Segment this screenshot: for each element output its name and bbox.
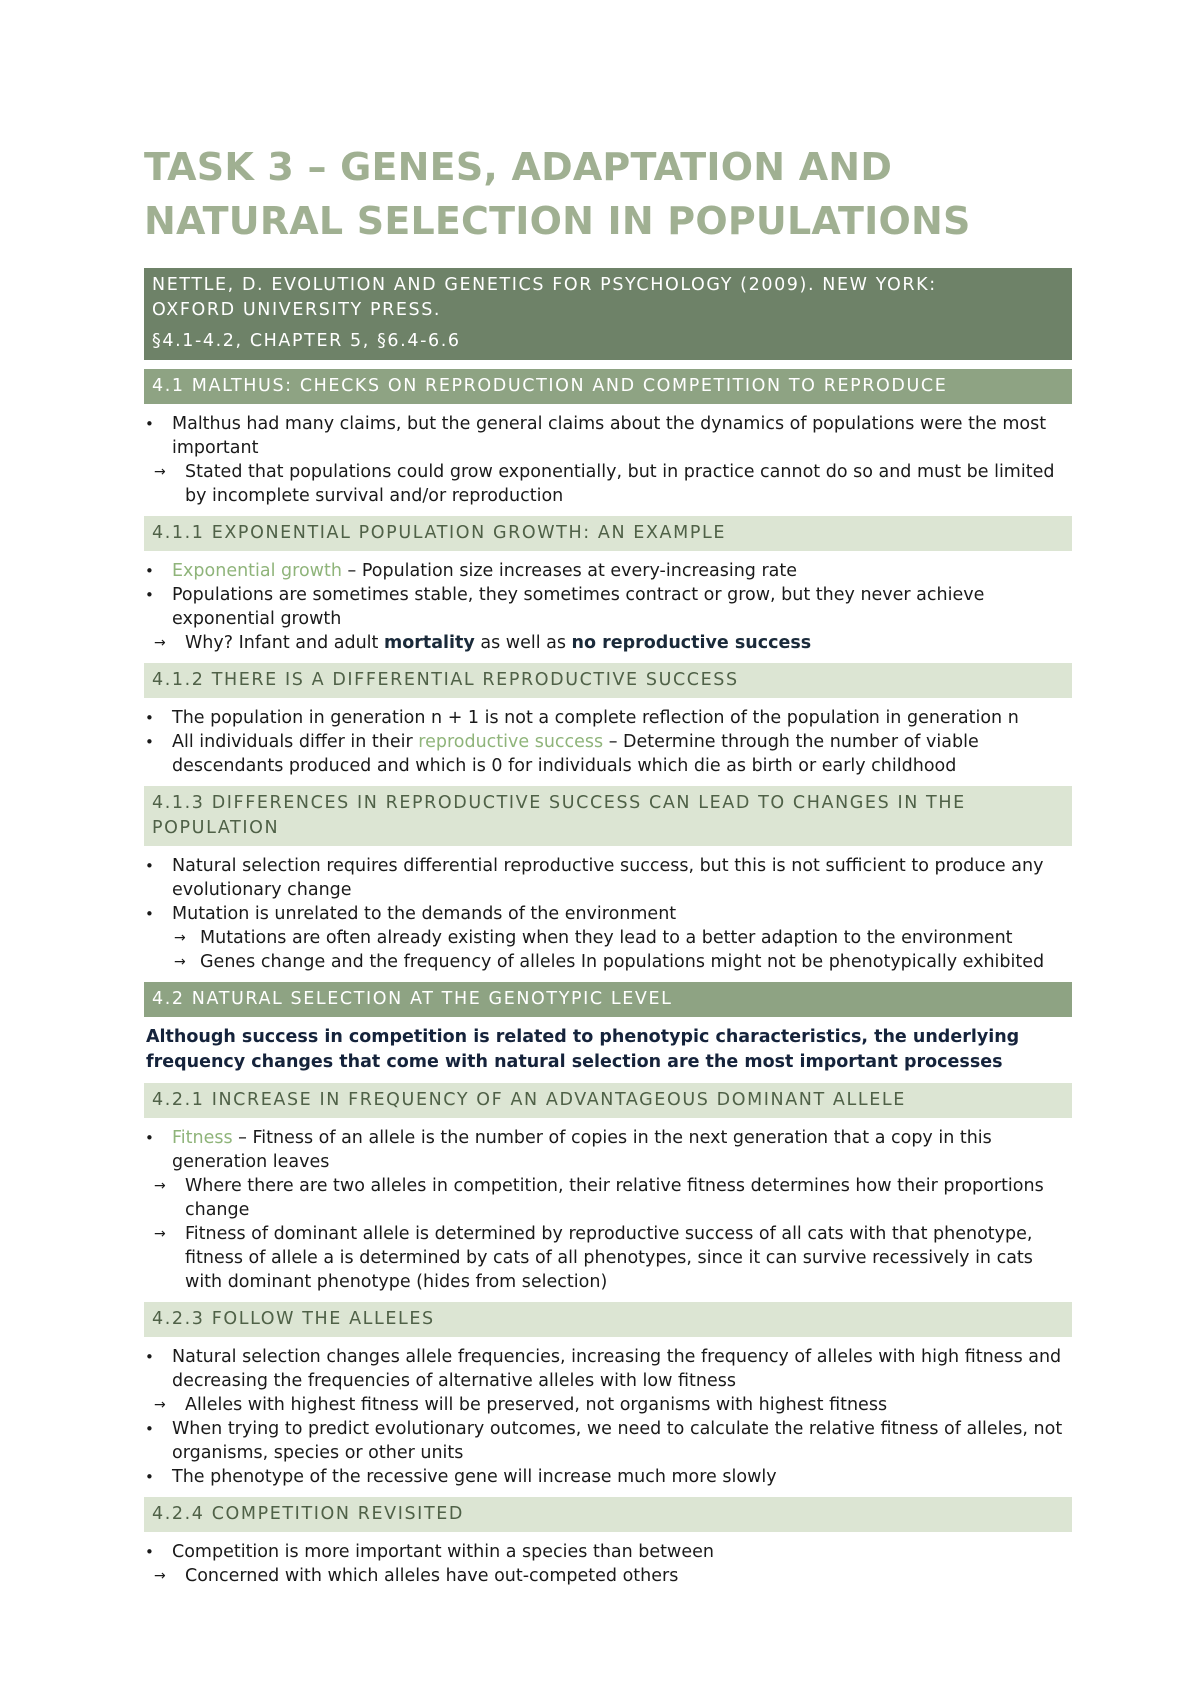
list-item: • Malthus had many claims, but the general claims about the dynamics of populations were the most important → Stated that populations could grow exponentially, but in practice cannot do so and must be limited by incomplete survival and/or reproduction <box>144 412 1072 508</box>
bullet-icon: • <box>145 733 154 751</box>
section-heading-4-1-3: 4.1.3 DIFFERENCES IN REPRODUCTIVE SUCCESS CAN LEAD TO CHANGES IN THE POPULATION <box>144 786 1072 846</box>
list-item: • All individuals differ in their reproductive success – Determine through the number of viable descendants produced and which is 0 for individuals which die as birth or early childhood <box>145 732 979 776</box>
arrow-icon: → <box>154 635 166 651</box>
arrow-icon: → <box>174 930 186 946</box>
bullet-icon: • <box>145 1543 154 1561</box>
list-item: • The phenotype of the recessive gene will increase much more slowly <box>145 1467 777 1487</box>
section-heading-4-2: 4.2 NATURAL SELECTION AT THE GENOTYPIC LEVEL <box>144 982 1072 1017</box>
sub-list-item: → Fitness of dominant allele is determined by reproductive success of all cats with that phenotype, fitness of allele a is determined by cats of all phenotypes, since it can survive recessively in cats with dominant phenotype (hides from selection) <box>154 1224 1033 1292</box>
list-item: • Competition is more important within a species than between → Concerned with which alleles have out-competed others <box>144 1540 1072 1588</box>
list-item: • Natural selection requires differential reproductive success, but this is not sufficient to produce any evolutionary change <box>145 856 1044 900</box>
arrow-icon: → <box>174 954 186 970</box>
title-line-1: TASK 3 – GENES, ADAPTATION AND <box>144 145 893 189</box>
bullet-icon: • <box>145 562 154 580</box>
reference-line-2: OXFORD UNIVERSITY PRESS. <box>152 300 442 320</box>
section-4-2-3-list <box>144 1345 1072 1489</box>
list-item: • Fitness – Fitness of an allele is the number of copies in the next generation that a copy in this generation leaves → Where there are two alleles in competition, their relative fitness determines how their proportions change → Fitness of dominant allele is determined by reproductive success of all cats with that phenotype, fitness of allele a is determined by cats of all phenotypes, since it can survive recessively in cats with dominant phenotype (hides from selection) <box>144 1126 1072 1294</box>
section-4-1-3-list <box>144 854 1072 974</box>
sub-list-item: → Genes change and the frequency of alleles In populations might not be phenotypically exhibited <box>174 952 1045 972</box>
section-heading-4-1: 4.1 MALTHUS: CHECKS ON REPRODUCTION AND COMPETITION TO REPRODUCE <box>144 369 1072 404</box>
section-4-1-list <box>144 412 1072 508</box>
list-item: • When trying to predict evolutionary outcomes, we need to calculate the relative fitness of alleles, not organisms, species or other units <box>145 1419 1063 1463</box>
arrow-icon: → <box>154 1568 166 1584</box>
term-reproductive-success: reproductive success <box>418 732 604 752</box>
section-4-1-1-list <box>144 559 1072 655</box>
bullet-icon: • <box>145 1129 154 1147</box>
section-heading-4-1-1: 4.1.1 EXPONENTIAL POPULATION GROWTH: AN EXAMPLE <box>144 516 1072 551</box>
section-heading-4-1-2: 4.1.2 THERE IS A DIFFERENTIAL REPRODUCTIVE SUCCESS <box>144 663 1072 698</box>
bullet-icon: • <box>145 1468 154 1486</box>
section-heading-4-2-3: 4.2.3 FOLLOW THE ALLELES <box>144 1302 1072 1337</box>
title-line-2: NATURAL SELECTION IN POPULATIONS <box>144 199 971 243</box>
sub-list-item: → Stated that populations could grow exponentially, but in practice cannot do so and must be limited by incomplete survival and/or reproduction <box>154 462 1055 506</box>
arrow-icon: → <box>154 464 166 480</box>
term-fitness: Fitness <box>172 1128 233 1148</box>
section-4-2-intro: Although success in competition is related to phenotypic characteristics, the underlying frequency changes that come with natural selection are the most important processes <box>146 1027 1020 1072</box>
section-heading-4-2-1: 4.2.1 INCREASE IN FREQUENCY OF AN ADVANTAGEOUS DOMINANT ALLELE <box>144 1083 1072 1118</box>
arrow-icon: → <box>154 1397 166 1413</box>
arrow-icon: → <box>154 1178 166 1194</box>
bullet-icon: • <box>145 586 154 604</box>
sub-list-item: → Mutations are often already existing when they lead to a better adaption to the environment <box>174 928 1013 948</box>
section-4-2-4-list <box>144 1540 1072 1588</box>
sub-list-item: → Why? Infant and adult mortality as well as no reproductive success <box>154 633 812 653</box>
sub-list-item: → Alleles with highest fitness will be preserved, not organisms with highest fitness <box>154 1395 888 1415</box>
section-heading-4-2-4: 4.2.4 COMPETITION REVISITED <box>144 1497 1072 1532</box>
bullet-icon: • <box>145 1420 154 1438</box>
sub-list-item: → Concerned with which alleles have out-competed others <box>154 1566 679 1586</box>
section-4-1-2-list <box>144 706 1072 778</box>
page-title <box>144 140 1072 248</box>
list-item: • Natural selection changes allele frequencies, increasing the frequency of alleles with high fitness and decreasing the frequencies of alternative alleles with low fitness → Alleles with highest fitness will be preserved, not organisms with highest fitness <box>144 1345 1072 1417</box>
reference-box <box>144 268 1072 360</box>
bullet-icon: • <box>145 709 154 727</box>
bullet-icon: • <box>145 857 154 875</box>
list-item: • Mutation is unrelated to the demands of the environment → Mutations are often already existing when they lead to a better adaption to the environment → Genes change and the frequency of alleles In populations might not be phenotypically exhibited <box>144 902 1072 974</box>
list-item: • Populations are sometimes stable, they sometimes contract or grow, but they never achieve exponential growth → Why? Infant and adult mortality as well as no reproductive success <box>144 583 1072 655</box>
reference-line-3: §4.1-4.2, CHAPTER 5, §6.4-6.6 <box>152 331 461 351</box>
reference-line-1: NETTLE, D. EVOLUTION AND GENETICS FOR PSYCHOLOGY (2009). NEW YORK: <box>152 275 937 295</box>
list-item: • Exponential growth – Population size increases at every-increasing rate <box>145 561 798 581</box>
term-exponential-growth: Exponential growth <box>172 561 342 581</box>
sub-list-item: → Where there are two alleles in competition, their relative fitness determines how their proportions change <box>154 1176 1044 1220</box>
bullet-icon: • <box>145 1348 154 1366</box>
bullet-icon: • <box>145 415 154 433</box>
document-content <box>144 140 1072 1588</box>
arrow-icon: → <box>154 1226 166 1242</box>
bullet-icon: • <box>145 905 154 923</box>
list-item: • The population in generation n + 1 is not a complete reflection of the population in generation n <box>145 708 1019 728</box>
section-4-2-1-list <box>144 1126 1072 1294</box>
